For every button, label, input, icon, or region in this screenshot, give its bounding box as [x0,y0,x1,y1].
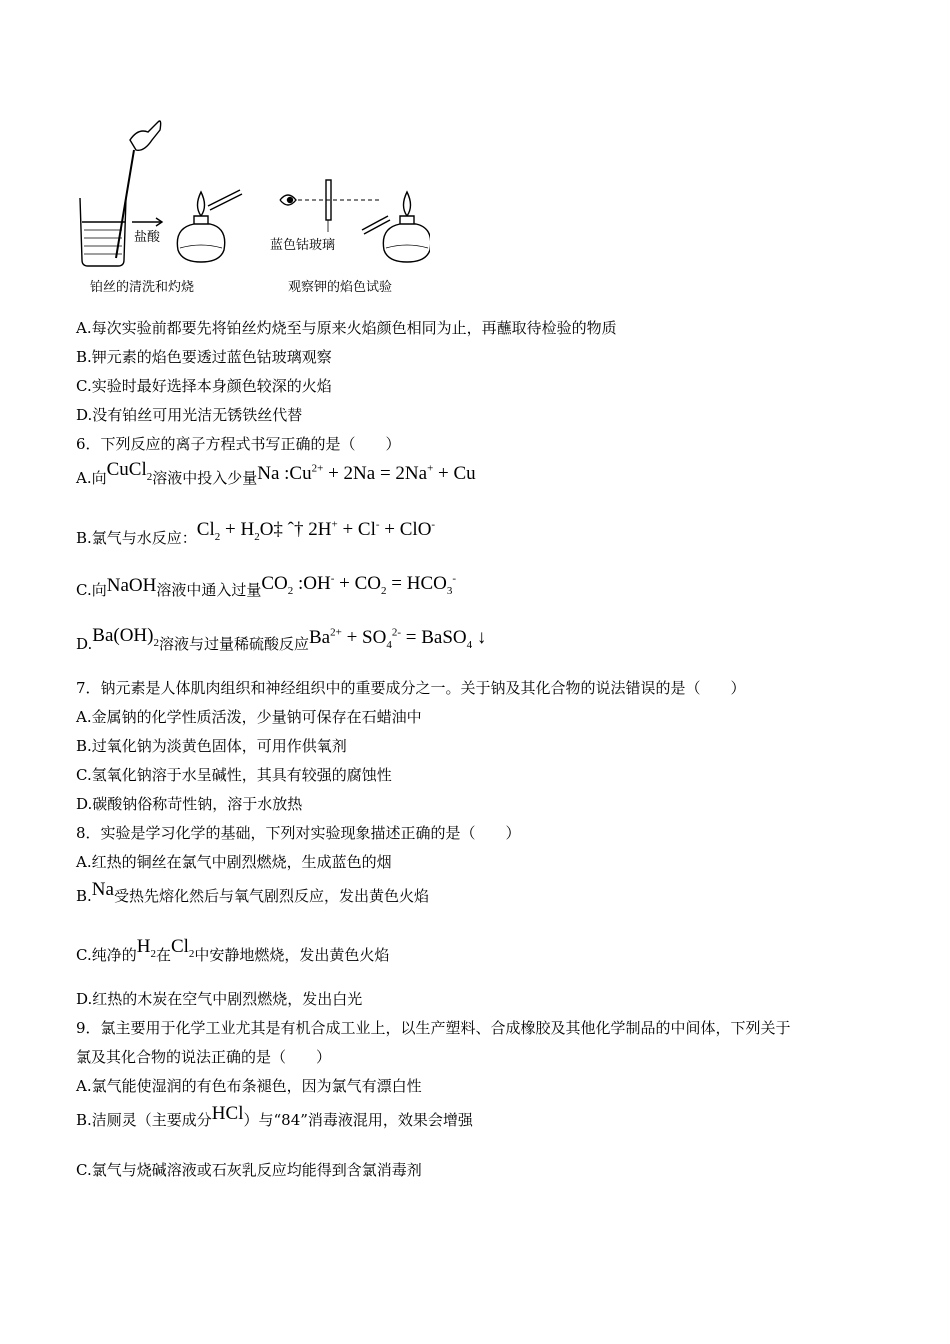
q9-stem-line2: 氯及其化合物的说法正确的是（ ） [76,1048,332,1066]
q7-option-b: B.过氧化钠为淡黄色固体，可用作供氧剂 [76,737,347,755]
q6-option-c [76,572,457,600]
formula-cucl2: CuCl$_2$ [106,459,153,483]
equation-b: $Cl_2$ + $H_2O\ddagger$ ˆ† 2H+ + Cl- + ClO- [196,518,436,543]
q9-stem-line1: 9．氯主要用于化学工业尤其是有机合成工业上，以生产塑料、合成橡胶及其他化学制品的中间体，下列关于 [76,1019,791,1037]
q8-b-text: 受热先熔化然后与氧气剧烈反应，发出黄色火焰 [113,887,429,905]
q9-b-text: ）与“84”消毒液混用，效果会增强 [243,1111,473,1129]
q7-stem: 7．钠元素是人体肌肉组织和神经组织中的重要成分之一。关于钠及其化合物的说法错误的是（ ） [76,679,746,697]
flame-test-illustration [70,110,430,300]
q6-stem: 6．下列反应的离子方程式书写正确的是（ ） [76,435,401,453]
q6-b-prefix: B.氯气与水反应： [76,529,197,547]
q9-option-b [76,1103,473,1130]
q9-option-a: A.氯气能使湿润的有色布条褪色，因为氯气有漂白性 [76,1077,422,1095]
formula-na: Na [91,879,114,900]
q5-option-b: B.钾元素的焰色要透过蓝色钴玻璃观察 [76,348,332,366]
formula-naoh: NaOH [106,575,157,596]
q6-a-prefix: A.向 [76,469,107,487]
formula-cl2: $Cl_2$ [170,936,195,960]
q5-option-a: A.每次实验前都要先将铂丝灼烧至与原来火焰颜色相同为止，再蘸取待检验的物质 [76,319,617,337]
q6-option-d [76,625,487,654]
label-blue-cobalt-glass: 蓝色钴玻璃 [270,238,336,253]
q8-option-c [76,936,390,965]
q5-option-c: C.实验时最好选择本身颜色较深的火焰 [76,377,332,395]
q8-option-b [76,879,429,906]
q7-option-a: A.金属钠的化学性质活泼，少量钠可保存在石蜡油中 [76,708,422,726]
q5-option-d: D.没有铂丝可用光洁无锈铁丝代替 [76,406,303,424]
q8-c-text: 中安静地燃烧，发出黄色火焰 [194,946,390,964]
q8-c-prefix: C.纯净的 [76,946,137,964]
caption-left: 铂丝的清洗和灼烧 [90,280,195,295]
q6-c-prefix: C.向 [76,581,107,599]
q9-option-c: C.氯气与烧碱溶液或石灰乳反应均能得到含氯消毒剂 [76,1161,422,1179]
formula-baoh2: $Ba(OH)_2$ [92,625,159,649]
q7-option-d: D.碳酸钠俗称苛性钠，溶于水放热 [76,795,303,813]
caption-right: 观察钾的焰色试验 [288,280,393,295]
q6-d-prefix: D. [76,635,93,653]
equation-d: $Ba^{2+} + SO_4^{2-}$ = BaSO$_4$ ↓ [308,626,487,651]
q6-d-mid: 溶液与过量稀硫酸反应 [158,635,309,653]
q9-b-prefix: B.洁厕灵（主要成分 [76,1111,212,1129]
flame-test-figure [70,110,430,300]
equation-a: Na $:Cu^{2+} + 2Na = 2Na^+ + Cu$ [257,462,476,484]
q6-a-mid: 溶液中投入少量 [152,469,258,487]
q8-stem: 8．实验是学习化学的基础，下列对实验现象描述正确的是（ ） [76,824,521,842]
q8-c-mid: 在 [155,946,171,964]
q6-option-b [76,518,436,548]
formula-hcl: HCl [211,1103,244,1124]
q8-b-prefix: B. [76,887,92,905]
equation-c: $CO_2$ :OH- + $CO_2 = HCO_3^-$ [261,572,457,597]
q6-c-mid: 溶液中通入过量 [156,581,262,599]
q6-option-a [76,459,476,488]
label-hcl: 盐酸 [134,230,161,245]
q8-option-d: D.红热的木炭在空气中剧烈燃烧，发出白光 [76,990,363,1008]
q7-option-c: C.氢氧化钠溶于水呈碱性，其具有较强的腐蚀性 [76,766,392,784]
q8-option-a: A.红热的铜丝在氯气中剧烈燃烧，生成蓝色的烟 [76,853,392,871]
formula-h2: $H_2$ [136,936,156,960]
